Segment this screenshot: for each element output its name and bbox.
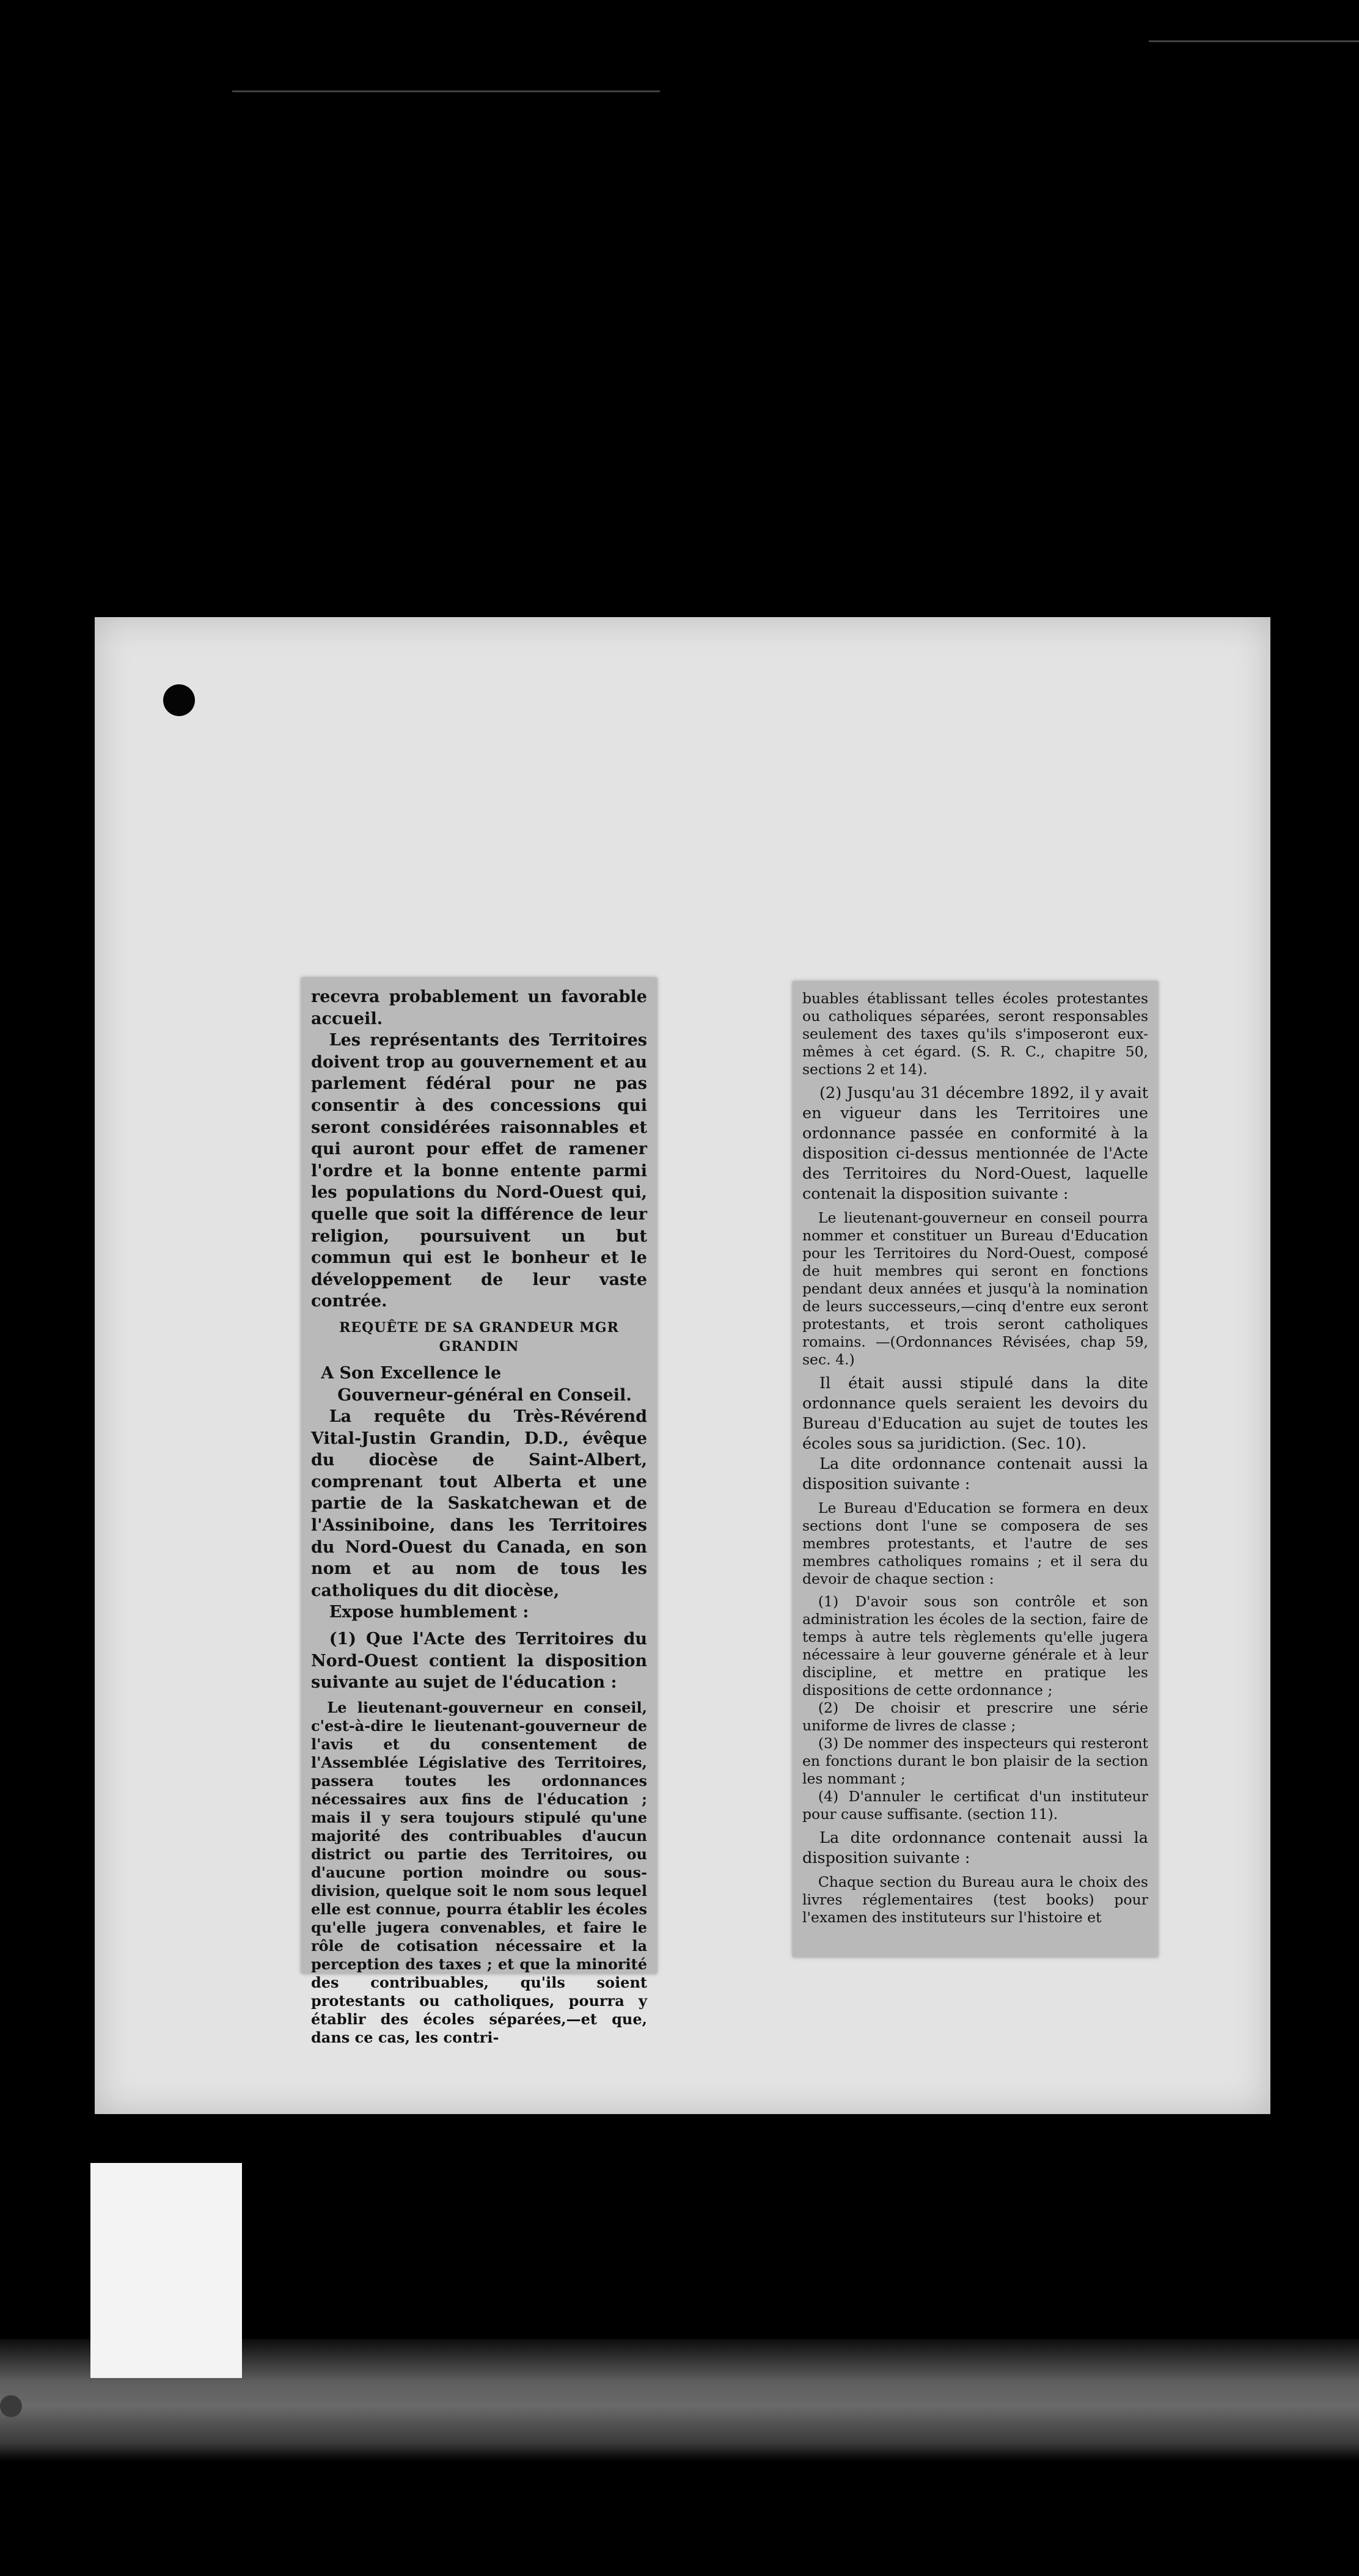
address-line: Gouverneur-général en Conseil. <box>337 1385 632 1405</box>
paragraph: (2) Jusqu'au 31 décembre 1892, il y avait en vigueur dans les Territoires une ordonnance passée en conformité à la disposition ci-dessus mentionnée de l'Acte des Territoires du Nord-Ouest, laquelle contenait la disposition suivante : <box>802 1084 1148 1203</box>
paragraph: La dite ordonnance contenait aussi la disposition suivante : <box>802 1455 1148 1493</box>
quoted-paragraph: (4) D'annuler le certificat d'un instituteur pour cause suffisante. (section 11). <box>802 1788 1148 1823</box>
quoted-paragraph: (3) De nommer des inspecteurs qui resteront en fonctions durant le bon plaisir de la section les nommant ; <box>802 1735 1148 1787</box>
paragraph: La dite ordonnance contenait aussi la disposition suivante : <box>802 1829 1148 1867</box>
scan-artifact-line <box>232 90 660 92</box>
white-target-card <box>90 2163 242 2378</box>
paragraph: recevra probablement un favorable accueil. <box>311 987 647 1028</box>
paragraph: Les représentants des Territoires doivent trop au gouvernement et au parlement fédéral pour ne pas consentir à des concessions qui seront considérées raisonnables et qui auront pour effet de ramener l'ordre et la bonne entente parmi les populations du Nord-Ouest qui, quelle que soit la différence de leur religion, poursuivent un but commun qui est le bonheur et le développement de leur vaste contrée. <box>311 1031 647 1311</box>
address-line: A Son Excellence le <box>321 1363 502 1383</box>
quoted-paragraph: Le lieutenant-gouverneur en conseil pourra nommer et constituer un Bureau d'Education pour les Territoires du Nord-Ouest, composé de huit membres qui seront en fonctions pendant deux années et jusqu'à la nomination de leurs successeurs,—cinq d'entre eux seront protestants, et trois seront catholiques romains. —(Ordonnances Révisées, chap 59, sec. 4.) <box>802 1209 1148 1368</box>
paragraph: Expose humblement : <box>329 1603 529 1622</box>
newspaper-clipping-left <box>301 978 657 2046</box>
quoted-paragraph: Le Bureau d'Education se formera en deux sections dont l'une se composera de ses membres protestants, et l'autre de ses membres catholiques romains ; et il sera du devoir de chaque section : <box>802 1499 1148 1587</box>
quoted-paragraph: (1) D'avoir sous son contrôle et son administration les écoles de la section, faire de temps à autre tels règlements qu'elle jugera nécessaire à leur gouverne générale et à leur discipline, et mettre en pratique les dispositions de cette ordonnance ; <box>802 1593 1148 1699</box>
scanner-mark <box>0 2395 22 2417</box>
quoted-paragraph: Chaque section du Bureau aura le choix des livres réglementaires (test books) pour l'examen des instituteurs sur l'histoire et <box>802 1873 1148 1926</box>
punch-hole <box>163 684 195 716</box>
paragraph: (1) Que l'Acte des Territoires du Nord-Ouest contient la disposition suivante au sujet de l'éducation : <box>311 1630 647 1692</box>
section-heading: REQUÊTE DE SA GRANDEUR MGR GRANDIN <box>339 1319 619 1355</box>
quoted-paragraph: buables établissant telles écoles protestantes ou catholiques séparées, seront responsables seulement des taxes qu'ils s'imposeront eux-mêmes à cet égard. (S. R. C., chapitre 50, sections 2 et 14). <box>802 990 1148 1078</box>
newspaper-clipping-right <box>793 981 1158 1957</box>
mounting-sheet <box>95 617 1270 2114</box>
paragraph: La requête du Très-Révérend Vital-Justin Grandin, D.D., évêque du diocèse de Saint-Albert, comprenant tout Alberta et une partie de la Saskatchewan et de l'Assiniboine, dans les Territoires du Nord-Ouest du Canada, en son nom et au nom de tous les catholiques du dit diocèse, <box>311 1407 647 1600</box>
scan-artifact-line <box>1149 40 1359 42</box>
quoted-paragraph: Le lieutenant-gouverneur en conseil, c'est-à-dire le lieutenant-gouverneur de l'avis et du consentement de l'Assemblée Législative des Territoires, passera toutes les ordonnances nécessaires aux fins de l'éducation ; mais il y sera toujours stipulé qu'une majorité des contribuables d'aucun district ou partie des Territoires, ou d'aucune portion moindre ou sous-division, quelque soit le nom sous lequel elle est connue, pourra établir les écoles qu'elle jugera convenables, et faire le rôle de cotisation nécessaire et la perception des taxes ; et que la minorité des contribuables, qu'ils soient protestants ou catholiques, pourra y établir des écoles séparées,—et que, dans ce cas, les contri- <box>311 1698 647 2046</box>
paragraph: Il était aussi stipulé dans la dite ordonnance quels seraient les devoirs du Bureau d'Education au sujet de toutes les écoles sous sa juridiction. (Sec. 10). <box>802 1374 1148 1453</box>
quoted-paragraph: (2) De choisir et prescrire une série uniforme de livres de classe ; <box>802 1699 1148 1734</box>
